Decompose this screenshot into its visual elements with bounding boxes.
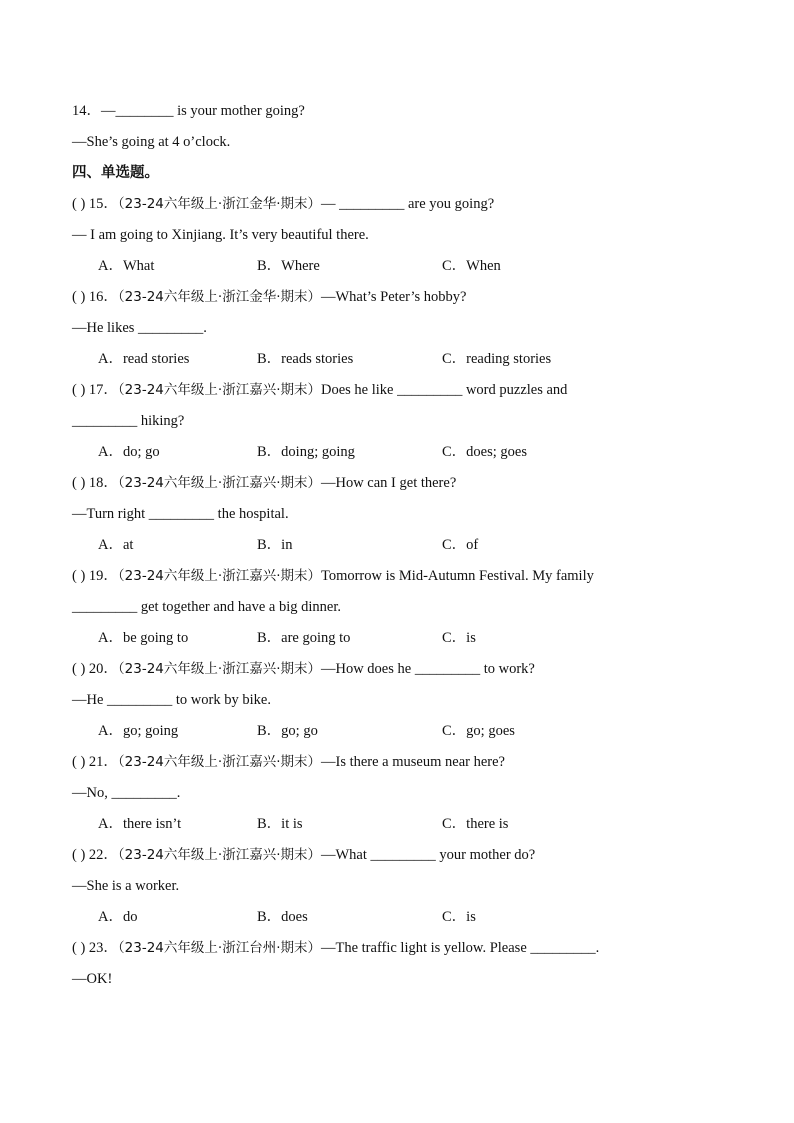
- question-stem: [72, 840, 722, 871]
- option-a[interactable]: A．go; going: [98, 723, 179, 739]
- question-stem: [72, 747, 722, 778]
- question-number: ( ) 16．: [72, 289, 118, 305]
- question-source: （23-24六年级上·浙江金华·期末）: [117, 196, 321, 212]
- question-stem: [72, 189, 722, 220]
- question-stem: [72, 933, 722, 964]
- option-a[interactable]: A．read stories: [98, 351, 190, 367]
- question-continuation: —No, _________.: [72, 785, 181, 801]
- question-stem: [72, 375, 722, 406]
- option-b[interactable]: B．doing; going: [257, 444, 355, 460]
- option-c[interactable]: C．is: [442, 630, 476, 646]
- question-text: —Is there a museum near here?: [320, 754, 505, 770]
- option-c[interactable]: C．is: [442, 909, 476, 925]
- question-number: ( ) 21．: [72, 754, 118, 770]
- answer-options: [72, 344, 722, 375]
- question-number: ( ) 23．: [72, 940, 118, 956]
- question-stem: [72, 654, 722, 685]
- question-continuation: — I am going to Xinjiang. It’s very beautiful there.: [72, 227, 369, 243]
- question-text: —How can I get there?: [320, 475, 457, 491]
- question-number: ( ) 15．: [72, 196, 118, 212]
- answer-options: [72, 251, 722, 282]
- worksheet-page: [72, 96, 722, 995]
- question-number: ( ) 20．: [72, 661, 118, 677]
- option-a[interactable]: A．there isn’t: [98, 816, 182, 832]
- option-c[interactable]: C．go; goes: [442, 723, 515, 739]
- question-text: Tomorrow is Mid-Autumn Festival. My family: [320, 568, 594, 584]
- option-b[interactable]: B．reads stories: [257, 351, 354, 367]
- question-continuation: —Turn right _________ the hospital.: [72, 506, 289, 522]
- option-b[interactable]: B．does: [257, 909, 308, 925]
- answer-options: [72, 437, 722, 468]
- option-b[interactable]: B．Where: [257, 258, 320, 274]
- question-text: — _________ are you going?: [320, 196, 495, 212]
- answer-options: [72, 716, 722, 747]
- question-number: ( ) 17．: [72, 382, 118, 398]
- option-a[interactable]: A．What: [98, 258, 155, 274]
- option-a[interactable]: A．be going to: [98, 630, 189, 646]
- question-number: ( ) 19．: [72, 568, 118, 584]
- option-c[interactable]: C．When: [442, 258, 501, 274]
- answer-options: [72, 809, 722, 840]
- question-continuation: _________ hiking?: [72, 413, 185, 429]
- option-c[interactable]: C．of: [442, 537, 479, 553]
- question-continuation: —He likes _________.: [72, 320, 207, 336]
- option-a[interactable]: A．do; go: [98, 444, 160, 460]
- question-source: （23-24六年级上·浙江台州·期末）: [117, 940, 321, 956]
- answer-options: [72, 902, 722, 933]
- q14-answer: —She’s going at 4 o’clock.: [72, 134, 231, 150]
- question-stem: [72, 561, 722, 592]
- option-c[interactable]: C．reading stories: [442, 351, 552, 367]
- q14-question: 14．—________ is your mother going?: [72, 103, 305, 119]
- question-number: ( ) 22．: [72, 847, 118, 863]
- option-c[interactable]: C．does; goes: [442, 444, 527, 460]
- question-stem: [72, 468, 722, 499]
- option-c[interactable]: C．there is: [442, 816, 509, 832]
- question-list: [72, 189, 722, 995]
- question-source: （23-24六年级上·浙江嘉兴·期末）: [117, 475, 321, 491]
- question-source: （23-24六年级上·浙江嘉兴·期末）: [117, 382, 321, 398]
- question-continuation: _________ get together and have a big dinner.: [72, 599, 341, 615]
- question-number: ( ) 18．: [72, 475, 118, 491]
- question-text: —What _________ your mother do?: [320, 847, 536, 863]
- question-text: —How does he _________ to work?: [320, 661, 535, 677]
- option-b[interactable]: B．go; go: [257, 723, 318, 739]
- question-continuation: —OK!: [72, 971, 113, 987]
- question-source: （23-24六年级上·浙江嘉兴·期末）: [117, 661, 321, 677]
- option-a[interactable]: A．do: [98, 909, 138, 925]
- answer-options: [72, 530, 722, 561]
- option-b[interactable]: B．it is: [257, 816, 303, 832]
- question-text: Does he like _________ word puzzles and: [320, 382, 568, 398]
- question-text: —The traffic light is yellow. Please _________.: [320, 940, 600, 956]
- question-text: —What’s Peter’s hobby?: [320, 289, 467, 305]
- option-b[interactable]: B．are going to: [257, 630, 351, 646]
- option-a[interactable]: A．at: [98, 537, 134, 553]
- question-continuation: —He _________ to work by bike.: [72, 692, 271, 708]
- question-source: （23-24六年级上·浙江金华·期末）: [117, 289, 321, 305]
- question-source: （23-24六年级上·浙江嘉兴·期末）: [117, 568, 321, 584]
- question-source: （23-24六年级上·浙江嘉兴·期末）: [117, 754, 321, 770]
- option-b[interactable]: B．in: [257, 537, 293, 553]
- question-continuation: —She is a worker.: [72, 878, 180, 894]
- question-stem: [72, 282, 722, 313]
- section-title: 四、单选题。: [72, 165, 159, 181]
- answer-options: [72, 623, 722, 654]
- question-source: （23-24六年级上·浙江嘉兴·期末）: [117, 847, 321, 863]
